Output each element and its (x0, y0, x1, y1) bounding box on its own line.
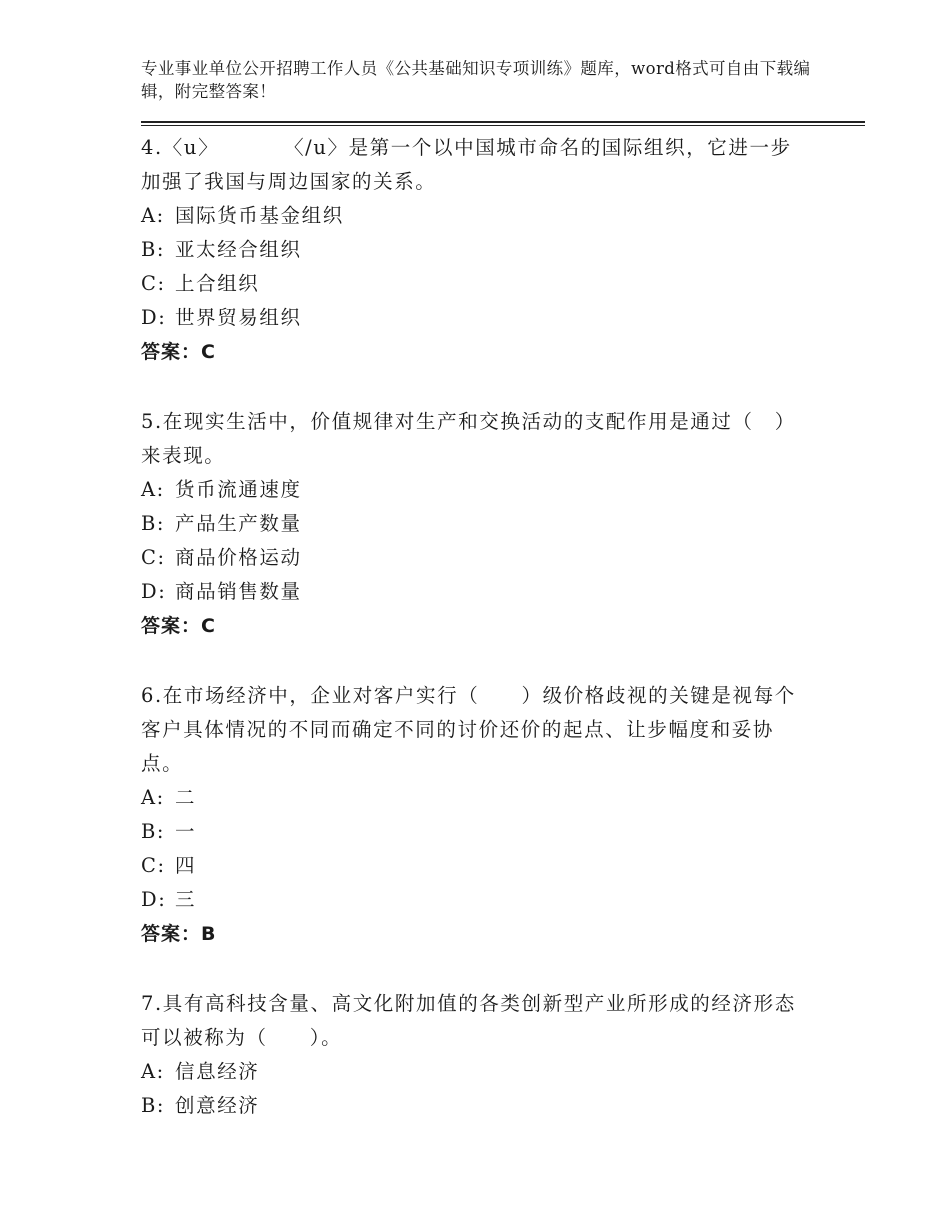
option-text: 三 (175, 888, 197, 911)
question-stem: 4.〈u〉 〈/u〉是第一个以中国城市命名的国际组织，它进一步加强了我国与周边国家的关系。 (141, 136, 792, 193)
option-letter: B: (141, 512, 166, 535)
question-4 (141, 131, 811, 369)
option-text: 上合组织 (175, 272, 260, 295)
option-text: 四 (175, 854, 197, 877)
option-letter: D: (141, 888, 167, 911)
answer-line: 答案：C (141, 341, 216, 363)
option-text: 一 (175, 820, 197, 843)
option-text: 信息经济 (175, 1060, 260, 1083)
option-c (141, 267, 811, 301)
option-a (141, 199, 811, 233)
option-letter: B: (141, 238, 166, 261)
option-letter: D: (141, 306, 167, 329)
option-a (141, 781, 811, 815)
question-6 (141, 679, 811, 951)
option-letter: B: (141, 1094, 166, 1117)
option-text: 货币流通速度 (175, 478, 302, 501)
option-letter: A: (141, 786, 165, 809)
option-letter: C: (141, 272, 166, 295)
option-c (141, 849, 811, 883)
header-divider-thick (141, 121, 865, 123)
document-header: 专业事业单位公开招聘工作人员《公共基础知识专项训练》题库，word格式可自由下载编辑，附完整答案！ (141, 59, 811, 101)
option-letter: A: (141, 1060, 165, 1083)
option-text: 产品生产数量 (175, 512, 302, 535)
question-5 (141, 405, 811, 643)
option-text: 创意经济 (175, 1094, 260, 1117)
option-d (141, 575, 811, 609)
option-b (141, 507, 811, 541)
option-text: 商品价格运动 (175, 546, 302, 569)
option-text: 国际货币基金组织 (175, 204, 344, 227)
option-letter: C: (141, 546, 166, 569)
option-a (141, 1055, 811, 1089)
question-7 (141, 987, 811, 1123)
option-b (141, 1089, 811, 1123)
option-d (141, 883, 811, 917)
option-letter: A: (141, 204, 165, 227)
header-divider-thin (141, 125, 865, 126)
question-list (141, 131, 811, 1159)
question-stem: 7.具有高科技含量、高文化附加值的各类创新型产业所形成的经济形态可以被称为（ ）。 (141, 992, 796, 1049)
answer-line: 答案：B (141, 923, 217, 945)
option-letter: C: (141, 854, 166, 877)
option-a (141, 473, 811, 507)
option-d (141, 301, 811, 335)
option-text: 亚太经合组织 (175, 238, 302, 261)
question-stem: 6.在市场经济中，企业对客户实行（ ）级价格歧视的关键是视每个客户具体情况的不同而确定不同的讨价还价的起点、让步幅度和妥协点。 (141, 684, 796, 775)
option-letter: B: (141, 820, 166, 843)
option-text: 二 (175, 786, 197, 809)
option-c (141, 541, 811, 575)
option-letter: A: (141, 478, 165, 501)
option-text: 世界贸易组织 (175, 306, 302, 329)
option-b (141, 233, 811, 267)
answer-line: 答案：C (141, 615, 216, 637)
option-text: 商品销售数量 (175, 580, 302, 603)
question-stem: 5.在现实生活中，价值规律对生产和交换活动的支配作用是通过（ ）来表现。 (141, 410, 796, 467)
option-letter: D: (141, 580, 167, 603)
option-b (141, 815, 811, 849)
